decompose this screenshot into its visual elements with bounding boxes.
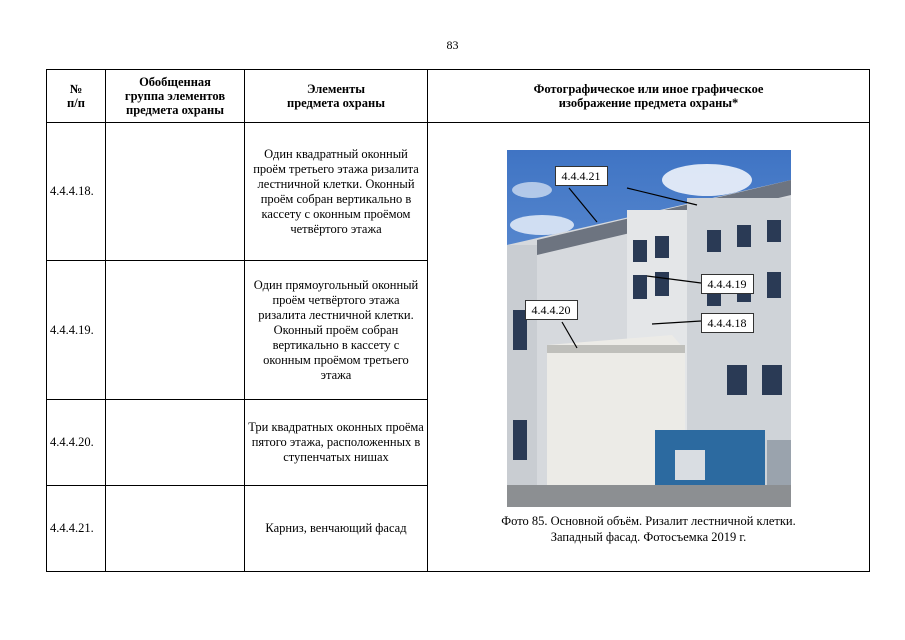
row-element: Один прямоугольный оконный проём четвёртого этажа ризалита лестничной клетки. Оконный проём собран вертикально в кассету с оконным проёмом третьего этажа xyxy=(245,261,428,400)
callout-4-4-4-18: 4.4.4.18 xyxy=(701,313,754,333)
row-group xyxy=(106,123,245,261)
heritage-elements-table xyxy=(46,69,870,572)
table-row xyxy=(47,123,870,261)
header-num: № п/п xyxy=(47,70,106,123)
callout-4-4-4-21: 4.4.4.21 xyxy=(555,166,608,186)
photo-caption: Фото 85. Основной объём. Ризалит лестничной клетки. Западный фасад. Фотосъемка 2019 г. xyxy=(501,513,796,544)
row-element: Карниз, венчающий фасад xyxy=(245,486,428,572)
callout-4-4-4-20: 4.4.4.20 xyxy=(525,300,578,320)
header-photo: Фотографическое или иное графическое изображение предмета охраны* xyxy=(428,70,870,123)
facade-photo xyxy=(507,150,791,507)
photo-cell xyxy=(428,123,870,572)
row-number: 4.4.4.19. xyxy=(47,261,106,400)
row-element: Один квадратный оконный проём третьего этажа ризалита лестничной клетки. Оконный проём собран вертикально в кассету с оконным проёмом четвёртого этажа xyxy=(245,123,428,261)
row-group xyxy=(106,400,245,486)
page-number: 83 xyxy=(446,38,459,52)
callout-4-4-4-19: 4.4.4.19 xyxy=(701,274,754,294)
row-group xyxy=(106,486,245,572)
row-number: 4.4.4.18. xyxy=(47,123,106,261)
header-elements: Элементы предмета охраны xyxy=(245,70,428,123)
row-number: 4.4.4.20. xyxy=(47,400,106,486)
header-group: Обобщенная группа элементов предмета охраны xyxy=(106,70,245,123)
row-element: Три квадратных оконных проёма пятого этажа, расположенных в ступенчатых нишах xyxy=(245,400,428,486)
table-header-row xyxy=(47,70,870,123)
row-number: 4.4.4.21. xyxy=(47,486,106,572)
row-group xyxy=(106,261,245,400)
